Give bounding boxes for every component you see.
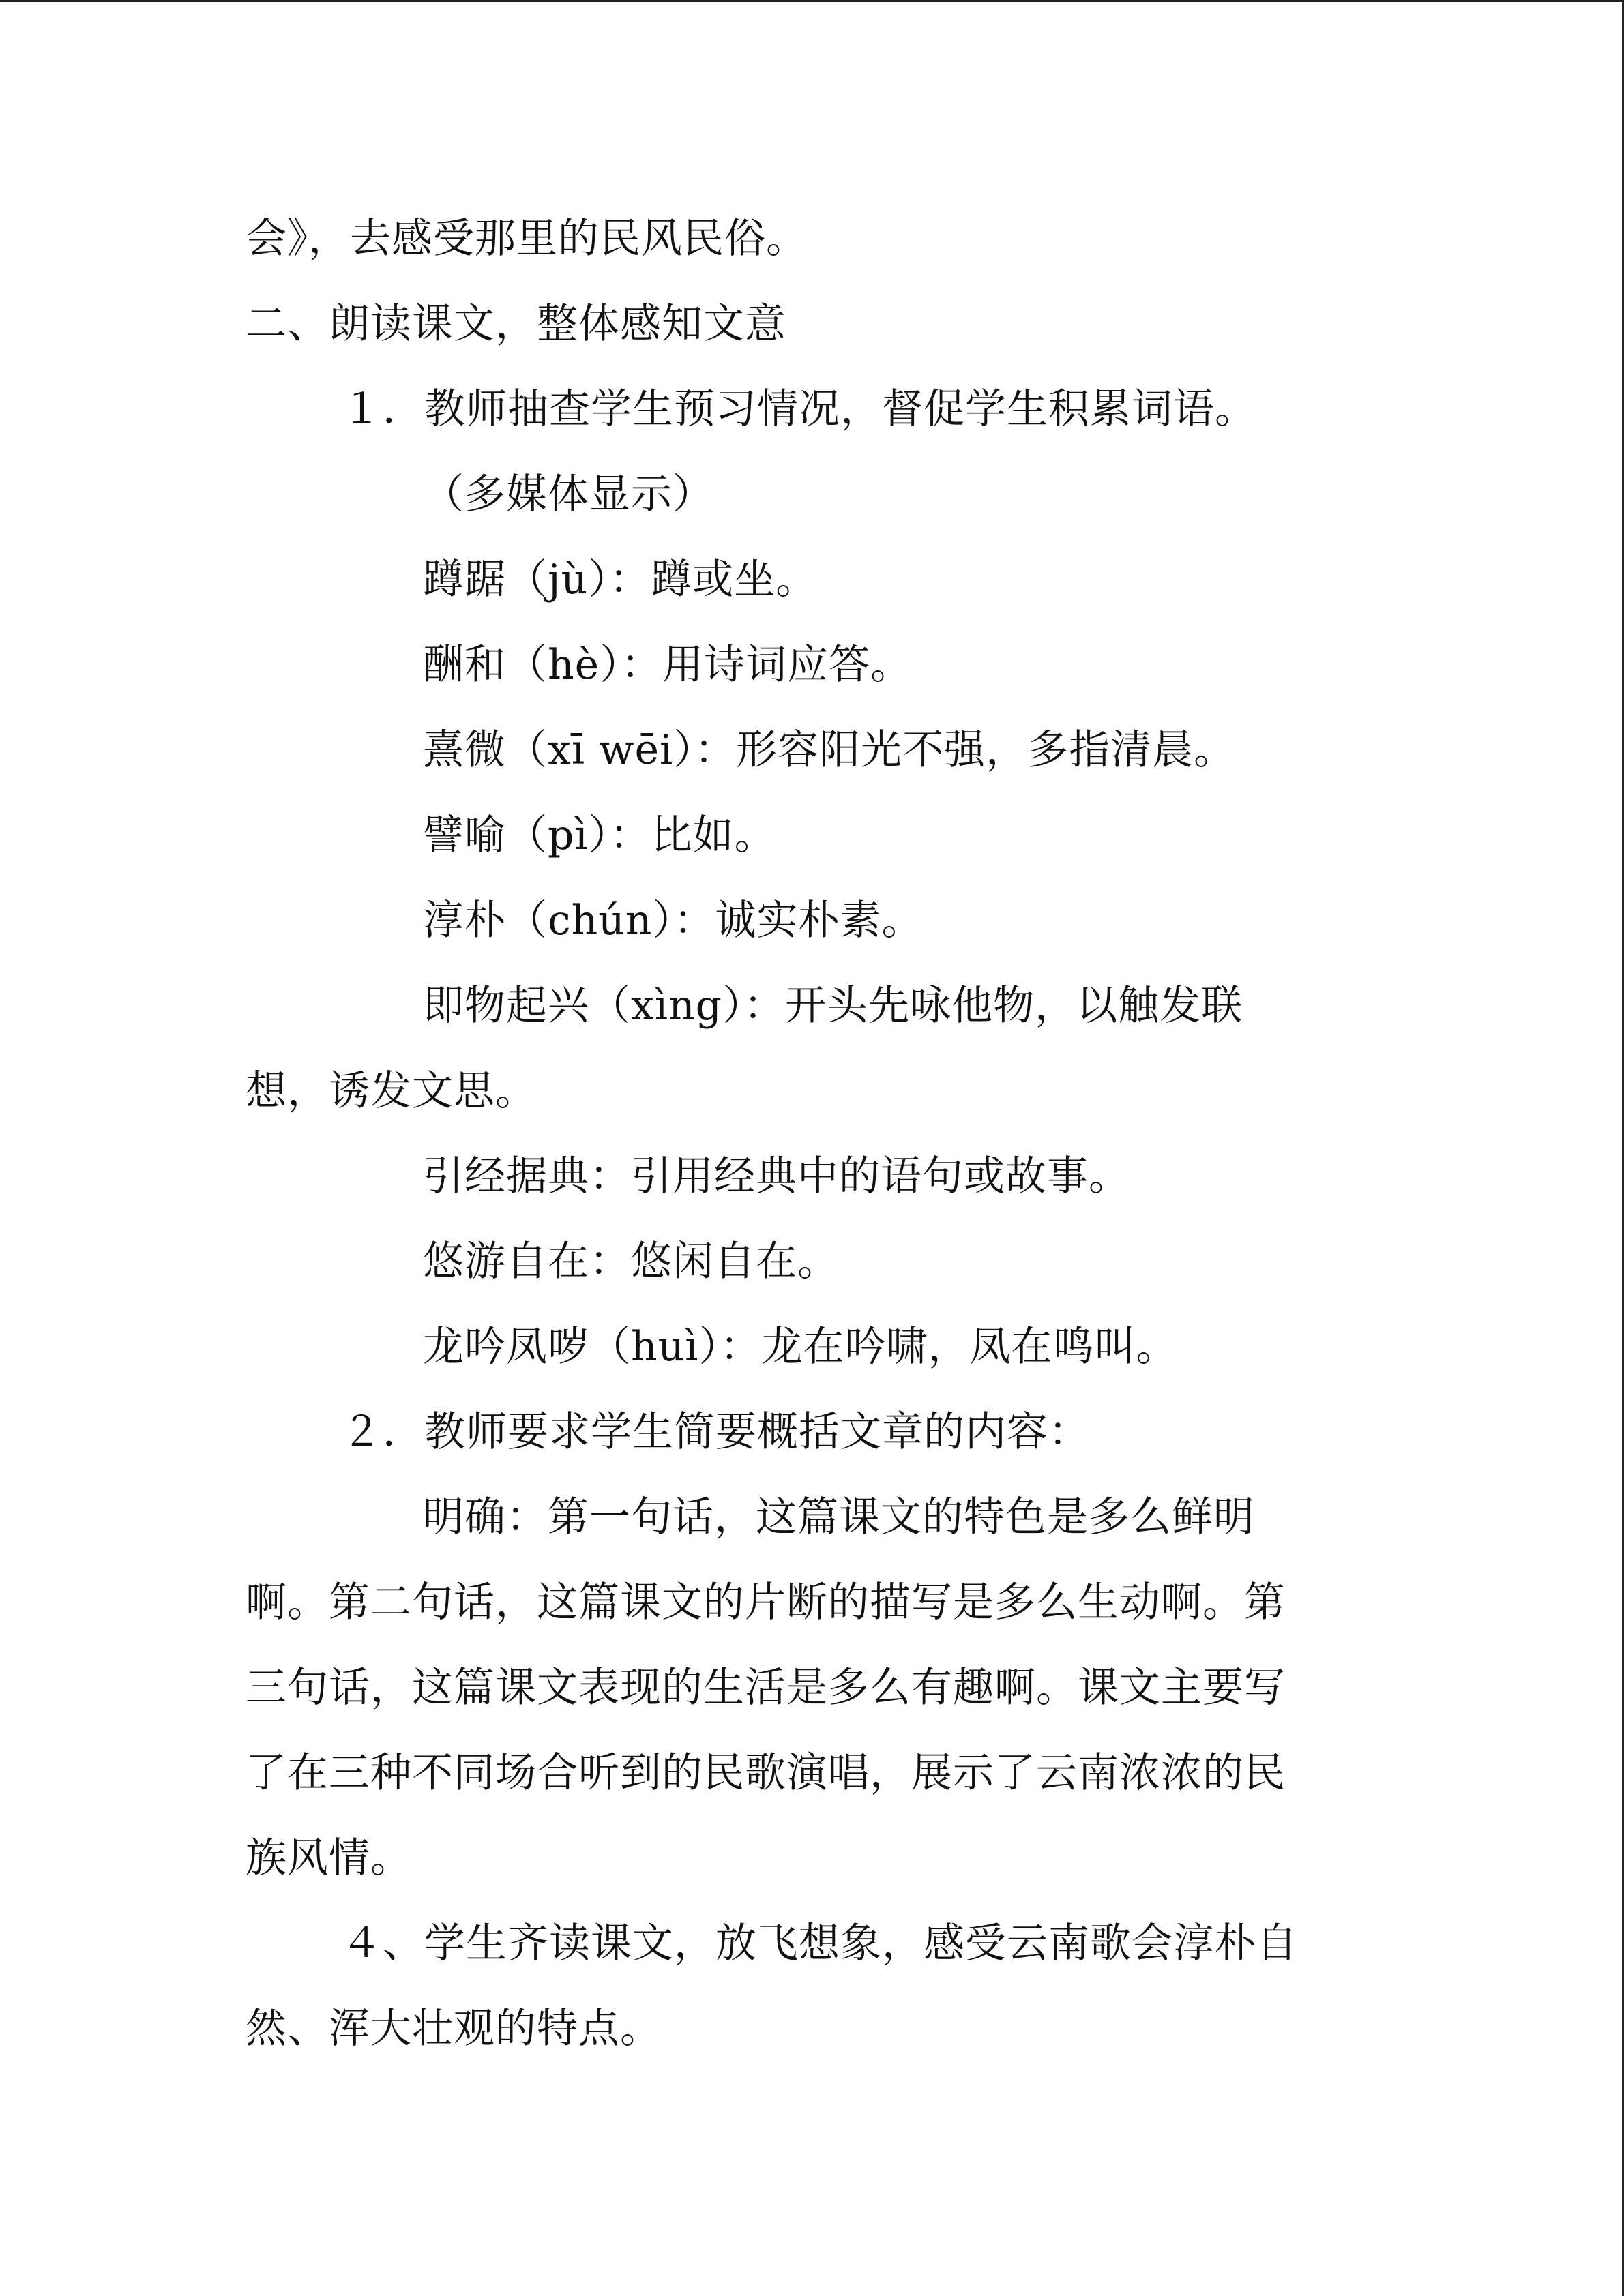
item-2-heading: ２．教师要求学生简要概括文章的内容：	[341, 1408, 1090, 1456]
item-1-heading: １．教师抽查学生预习情况，督促学生积累词语。	[341, 385, 1256, 433]
vocab-line-9: 龙吟凤哕（huì）：龙在吟啸，凤在鸣叫。	[423, 1323, 1178, 1371]
vocab-line-2: 酬和（hè）：用诗词应答。	[423, 641, 913, 689]
item-4-line-1: ４、学生齐读课文，放飞想象，感受云南歌会淳朴自	[341, 1920, 1298, 1967]
item-4-line-2: 然、浑大壮观的特点。	[246, 2005, 662, 2053]
answer-line-4: 了在三种不同场合听到的民歌演唱，展示了云南浓浓的民	[246, 1749, 1286, 1797]
answer-line-3: 三句话，这篇课文表现的生活是多么有趣啊。课文主要写	[246, 1664, 1286, 1712]
vocab-line-6: 即物起兴（xìng）：开头先咏他物，以触发联	[423, 982, 1243, 1030]
answer-line-2: 啊。第二句话，这篇课文的片断的描写是多么生动啊。第	[246, 1579, 1286, 1626]
vocab-line-4: 譬喻（pì）：比如。	[423, 811, 776, 859]
vocab-line-3: 熹微（xī wēi）：形容阳光不强，多指清晨。	[423, 726, 1236, 774]
vocab-line-5: 淳朴（chún）：诚实朴素。	[423, 897, 924, 944]
vocab-line-1: 蹲踞（jù）：蹲或坐。	[423, 556, 818, 603]
vocab-line-8: 悠游自在：悠闲自在。	[423, 1238, 839, 1285]
vocab-line-7: 引经据典：引用经典中的语句或故事。	[423, 1152, 1130, 1200]
media-note: （多媒体显示）	[423, 471, 714, 518]
top-border	[0, 0, 1624, 2]
answer-line-1: 明确：第一句话，这篇课文的特色是多么鲜明	[423, 1493, 1255, 1541]
answer-line-5: 族风情。	[246, 1834, 412, 1882]
vocab-line-6-cont: 想，诱发文思。	[246, 1067, 537, 1115]
section-heading: 二、朗读课文，整体感知文意	[246, 300, 786, 348]
text-line-1: 会》，去感受那里的民风民俗。	[246, 215, 808, 263]
